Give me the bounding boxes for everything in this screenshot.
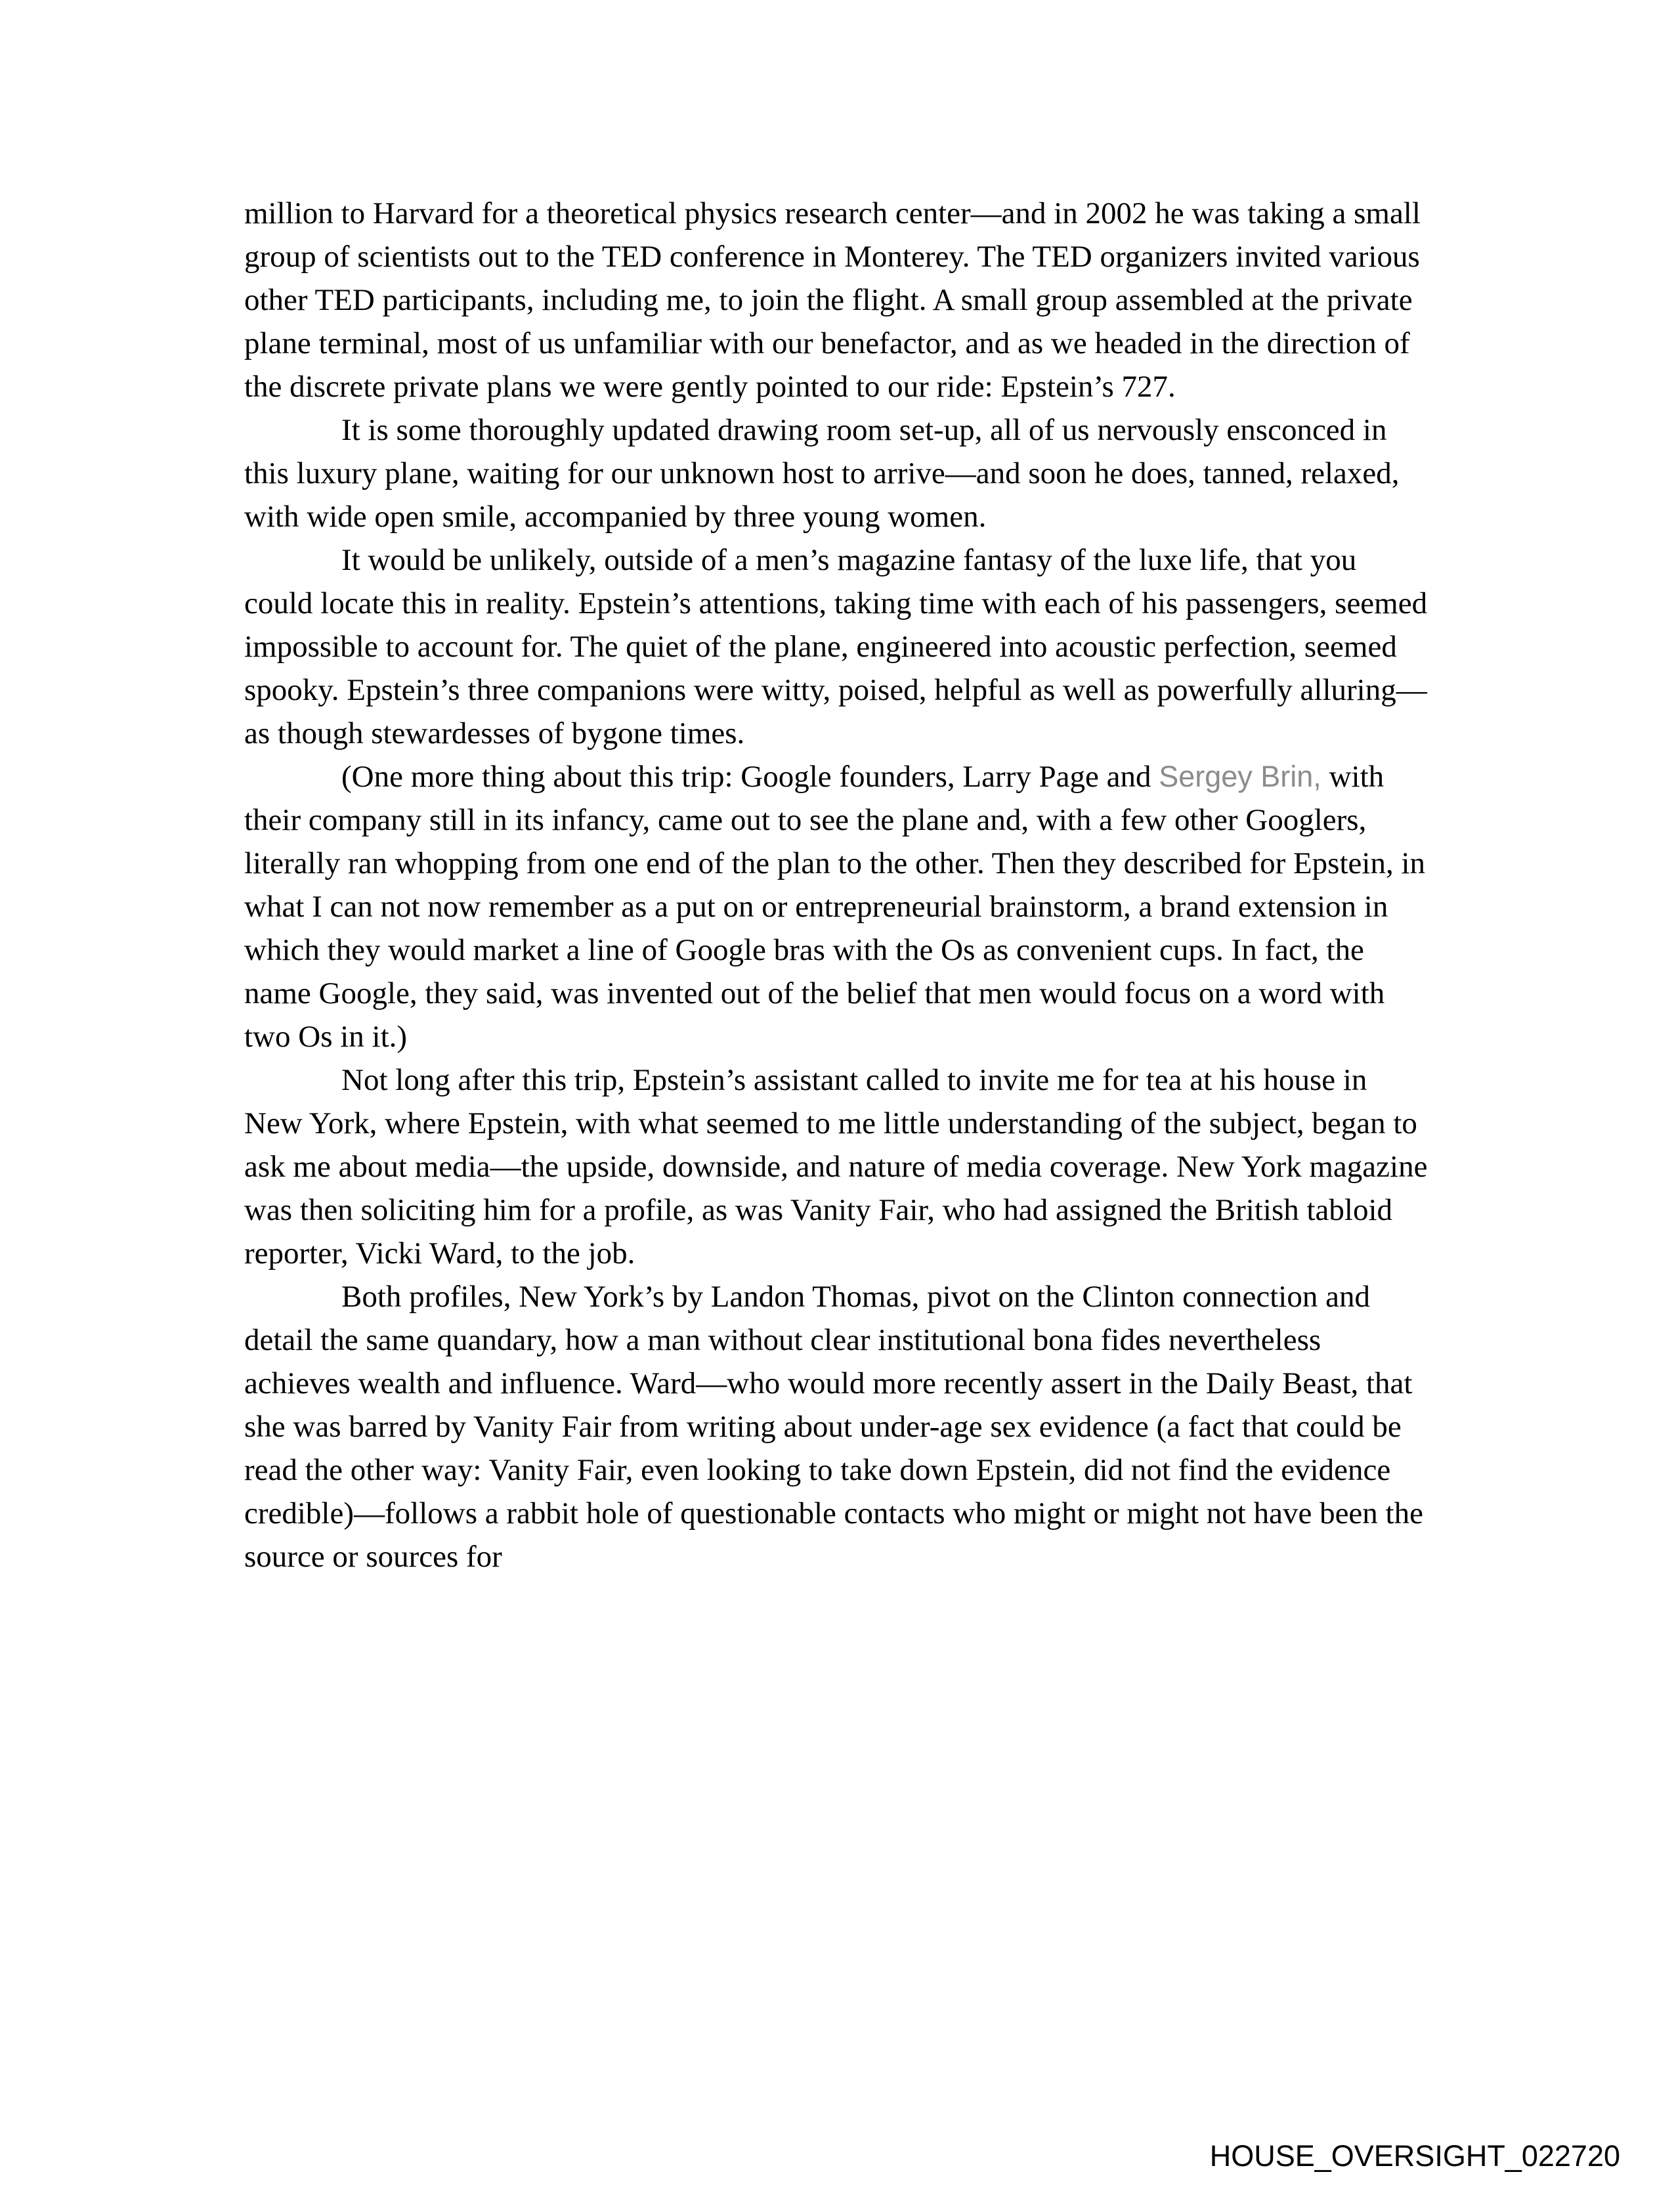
bates-stamp: HOUSE_OVERSIGHT_022720 [1209, 2139, 1620, 2173]
text-segment: It would be unlikely, outside of a men’s magazine fantasy of the luxe life, that you could locate this in reality. Epstein’s attentions, taking time with each of his passengers, seemed impossible to account for. The quiet of the plane, engineered into acoustic perfection, seemed spooky. Epstein’s three companions were witty, poised, helpful as well as powerfully alluring—as though stewardesses of bygone times. [244, 543, 1428, 750]
paragraph [244, 1275, 1432, 1578]
text-segment: Not long after this trip, Epstein’s assistant called to invite me for tea at his house in New York, where Epstein, with what seemed to me little understanding of the subject, began to ask me about media—the upside, downside, and nature of media coverage. New York magazine was then soliciting him for a profile, as was Vanity Fair, who had assigned the British tabloid reporter, Vicki Ward, to the job. [244, 1063, 1428, 1270]
paragraph [244, 408, 1432, 538]
text-segment: million to Harvard for a theoretical physics research center—and in 2002 he was taking a small group of scientists out to the TED conference in Monterey. The TED organizers invited various other TED participants, including me, to join the flight. A small group assembled at the private plane terminal, most of us unfamiliar with our benefactor, and as we headed in the direction of the discrete private plans we were gently pointed to our ride: Epstein’s 727. [244, 196, 1421, 404]
paragraph [244, 538, 1432, 755]
paragraph [244, 192, 1432, 408]
text-segment: (One more thing about this trip: Google founders, Larry Page and [341, 760, 1159, 794]
document-body [244, 192, 1432, 1578]
text-segment: with their company still in its infancy, came out to see the plane and, with a few other Googlers, literally ran whopping from one end of the plan to the other. Then they described for Epstein, in what I can not now remember as a put on or entrepreneurial brainstorm, a brand extension in which they would market a line of Google bras with the Os as convenient cups. In fact, the name Google, they said, was invented out of the belief that men would focus on a word with two Os in it.) [244, 760, 1426, 1054]
highlighted-name-text: Sergey Brin, [1159, 760, 1321, 793]
text-segment: Both profiles, New York’s by Landon Thomas, pivot on the Clinton connection and detail the same quandary, how a man without clear institutional bona fides nevertheless achieves wealth and influence. Ward—who would more recently assert in the Daily Beast, that she was barred by Vanity Fair from writing about under-age sex evidence (a fact that could be read the other way: Vanity Fair, even looking to take down Epstein, did not find the evidence credible)—follows a rabbit hole of questionable contacts who might or might not have been the source or sources for [244, 1280, 1423, 1574]
text-segment: It is some thoroughly updated drawing room set-up, all of us nervously ensconced in this luxury plane, waiting for our unknown host to arrive—and soon he does, tanned, relaxed, with wide open smile, accompanied by three young women. [244, 413, 1400, 534]
paragraph [244, 755, 1432, 1058]
paragraph [244, 1058, 1432, 1275]
